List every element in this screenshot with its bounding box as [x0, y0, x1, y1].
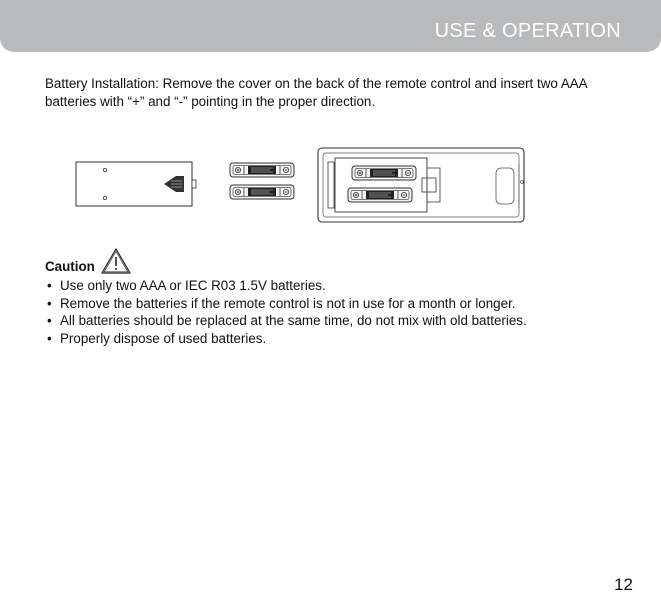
caution-item-dispose: • Properly dispose of used batteries.	[45, 330, 527, 348]
caution-label: Caution	[45, 259, 95, 274]
header-bar	[0, 0, 661, 52]
caution-list	[45, 277, 527, 347]
intro-line-2: batteries with “+” and “-” pointing in the proper direction.	[45, 94, 376, 109]
caution-item-remove-batteries: • Remove the batteries if the remote control is not in use for a month or longer.	[45, 295, 527, 313]
battery-installation-text	[45, 75, 625, 111]
remote-control-back-drawing	[318, 148, 524, 222]
battery-cover-drawing	[76, 162, 196, 206]
intro-line-1: Battery Installation: Remove the cover on the back of the remote control and insert two AAA	[45, 76, 588, 91]
page-number: 12	[614, 575, 633, 594]
warning-triangle-icon	[100, 247, 132, 275]
header-title: USE & OPERATION	[434, 20, 621, 42]
caution-item-replace-all: • All batteries should be replaced at the same time, do not mix with old batteries.	[45, 312, 527, 330]
caution-heading	[45, 247, 132, 275]
battery-installation-illustration	[70, 144, 530, 226]
aaa-battery-top	[230, 163, 294, 177]
aaa-battery-bottom	[230, 185, 294, 199]
caution-item-aaa-batteries: • Use only two AAA or IEC R03 1.5V batteries.	[45, 277, 527, 295]
